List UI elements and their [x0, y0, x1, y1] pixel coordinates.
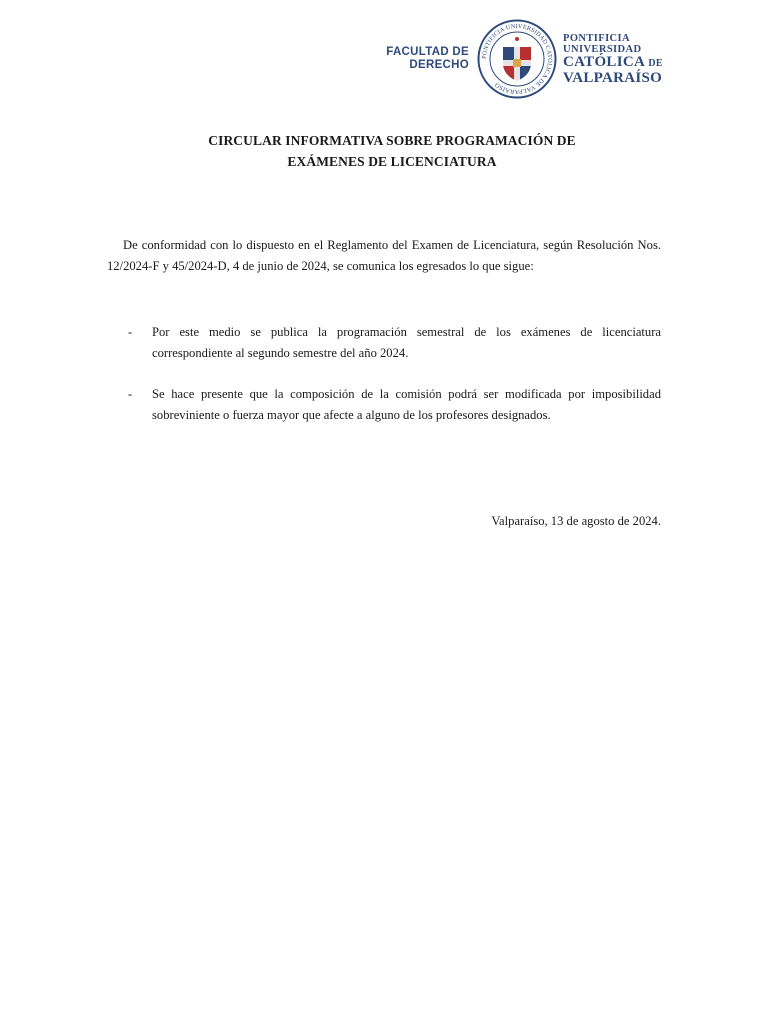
document-title: [110, 130, 674, 172]
university-seal-logo: [477, 19, 557, 99]
title-line-2: EXÁMENES DE LICENCIATURA: [287, 154, 497, 169]
bullet-marker: -: [128, 325, 133, 339]
university-name: [563, 33, 663, 86]
university-line-3-word: CATÓLICA: [563, 53, 645, 70]
bullet-text: Se hace presente que la composición de la comisión podrá ser modificada por imposibilidad sobreviniente o fuerza mayor que afecte a alguno de los profesores designados.: [152, 387, 661, 422]
title-line-1: CIRCULAR INFORMATIVA SOBRE PROGRAMACIÓN DE: [208, 133, 576, 148]
place-and-date: Valparaíso, 13 de agosto de 2024.: [491, 514, 661, 528]
faculty-line-1: FACULTAD DE: [386, 46, 469, 58]
university-line-2: UNIVERSIDAD: [563, 43, 642, 55]
faculty-line-2: DERECHO: [409, 59, 469, 71]
university-line-3: [563, 55, 663, 71]
bullet-text: Por este medio se publica la programación semestral de los exámenes de licenciatura correspondiente al segundo semestre del año 2024.: [152, 325, 661, 360]
bullet-marker: -: [128, 387, 133, 401]
university-line-3-suffix: DE: [648, 57, 663, 69]
university-line-4: VALPARAÍSO: [563, 69, 663, 86]
intro-paragraph: De conformidad con lo dispuesto en el Reglamento del Examen de Licenciatura, según Resolución Nos. 12/2024-F y 45/2024-D, 4 de junio de 2024, se comunica los egresados lo que sigue:: [107, 238, 661, 273]
list-item: [128, 322, 661, 364]
letterhead: [372, 18, 672, 100]
faculty-name: [372, 46, 469, 72]
list-item: [128, 384, 661, 426]
university-line-1: PONTIFICIA: [563, 32, 631, 44]
seal-text: PONTIFICIA UNIVERSIDAD CATÓLICA DE VALPARAÍSO: [480, 22, 554, 96]
